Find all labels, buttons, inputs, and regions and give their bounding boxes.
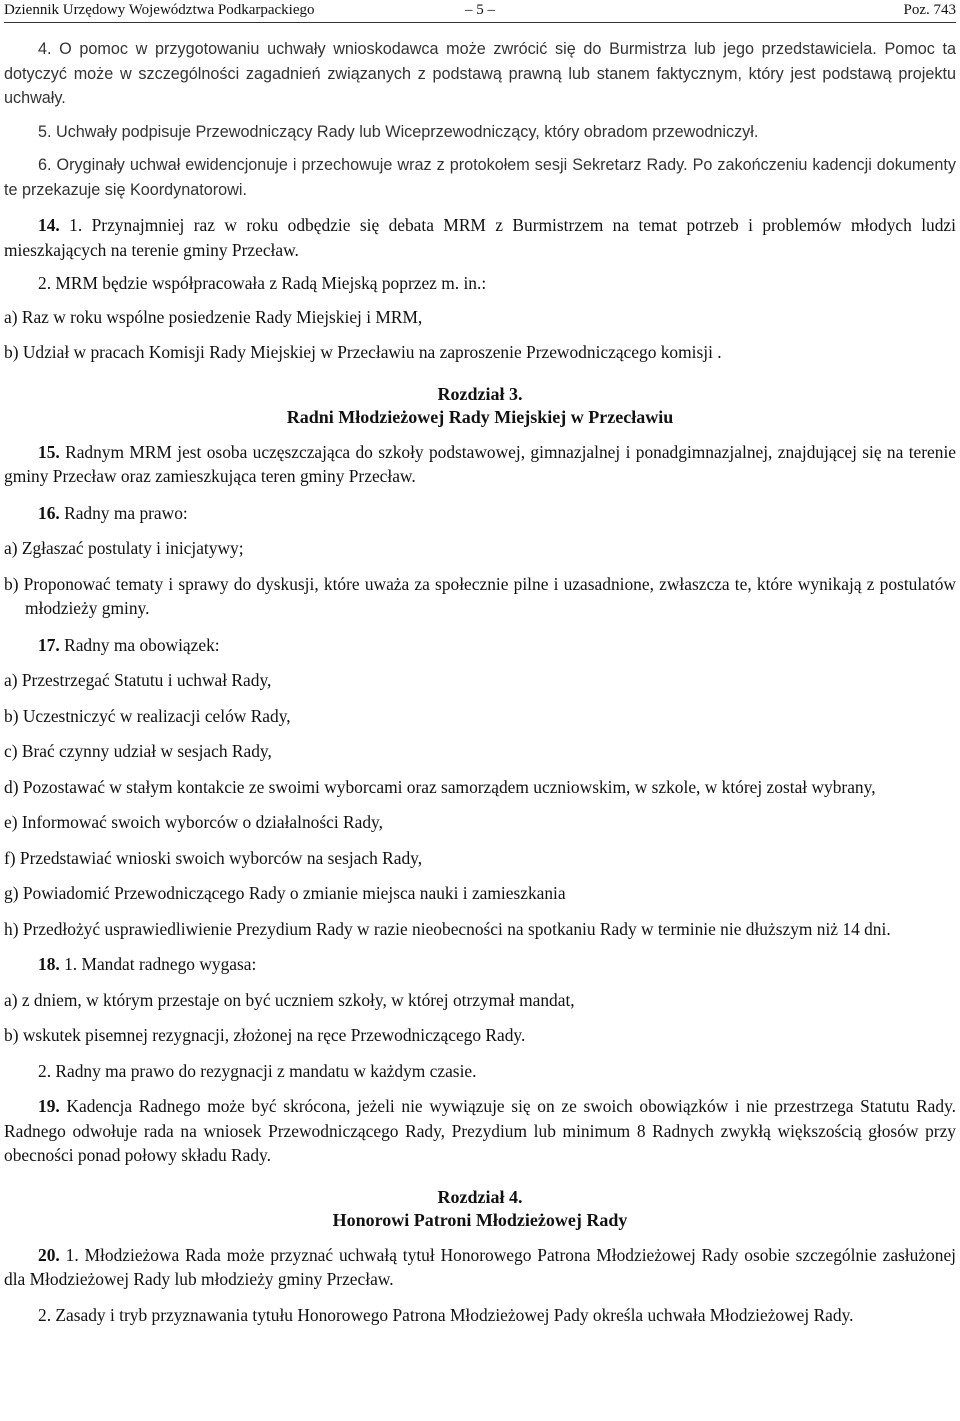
list-item: c) Brać czynny udział w sesjach Rady, bbox=[4, 741, 272, 761]
paragraph-text: 1. Przynajmniej raz w roku odbędzie się debata MRM z Burmistrzem na temat potrzeb i problemów młodych ludzi mieszkających na terenie gminy Przecław. bbox=[4, 215, 956, 260]
section-18 bbox=[4, 952, 956, 1083]
section-number: 14. bbox=[38, 215, 60, 235]
paragraph-14-1 bbox=[4, 213, 956, 262]
list-item: b) Udział w pracach Komisji Rady Miejskiej w Przecławiu na zaproszenie Przewodniczącego komisji . bbox=[4, 342, 722, 362]
list-item: a) Przestrzegać Statutu i uchwał Rady, bbox=[4, 670, 272, 690]
section-number: 15. bbox=[38, 441, 60, 462]
paragraph-13-4: 4. O pomoc w przygotowaniu uchwały wnioskodawca może zwrócić się do Burmistrza lub jego przedstawiciela. Pomoc ta dotyczyć może w szczególności zagadnień związanych z podstawą prawną lub stanem faktycznym, który jest podstawą projektu uchwały. bbox=[4, 40, 956, 107]
paragraph-13-6: 6. Oryginały uchwał ewidencjonuje i przechowuje wraz z protokołem sesji Sekretarz Rady. Po zakończeniu kadencji dokumenty te przekazuje się Koordynatorowi. bbox=[4, 156, 956, 199]
section-20 bbox=[4, 1243, 956, 1328]
paragraph-text: Radny ma obowiązek: bbox=[59, 634, 220, 655]
list-item: b) wskutek pisemnej rezygnacji, złożonej na ręce Przewodniczącego Rady. bbox=[4, 1025, 526, 1045]
paragraph-20-1 bbox=[4, 1243, 956, 1292]
paragraph-text: 1. Młodzieżowa Rada może przyznać uchwałą tytuł Honorowego Patrona Młodzieżowej Rady osobie szczególnie zasłużonej dla Młodzieżowej Rady lub młodzieży gminy Przecław. bbox=[4, 1244, 956, 1289]
chapter-4-heading bbox=[4, 1186, 956, 1232]
list-item: h) Przedłożyć usprawiedliwienie Prezydium Rady w razie nieobecności na spotkaniu Rady w terminie nie dłuższym niż 14 dni. bbox=[4, 918, 891, 939]
paragraph-text: 1. Mandat radnego wygasa: bbox=[59, 954, 257, 974]
paragraph-20-2: 2. Zasady i tryb przyznawania tytułu Honorowego Patrona Młodzieżowej Pady określa uchwała Młodzieżowej Rady. bbox=[38, 1304, 854, 1325]
paragraph-13-5: 5. Uchwały podpisuje Przewodniczący Rady lub Wiceprzewodniczący, który obradom przewodniczył. bbox=[38, 122, 759, 141]
section-number: 18. bbox=[38, 954, 60, 974]
paragraph-text: Radny ma prawo: bbox=[59, 502, 188, 523]
section-number: 19. bbox=[38, 1096, 60, 1116]
paragraph-16 bbox=[4, 501, 956, 526]
paragraph-17 bbox=[4, 633, 956, 658]
list-item: a) Raz w roku wspólne posiedzenie Rady Miejskiej i MRM, bbox=[4, 306, 423, 327]
list-item: a) Zgłaszać postulaty i inicjatywy; bbox=[4, 538, 244, 558]
paragraph-18-2: 2. Radny ma prawo do rezygnacji z mandatu w każdym czasie. bbox=[38, 1060, 477, 1081]
section-number: 17. bbox=[38, 634, 60, 655]
chapter-number: Rozdział 4. bbox=[437, 1186, 523, 1207]
journal-title: Dziennik Urzędowy Województwa Podkarpackiego bbox=[4, 2, 315, 18]
section-15 bbox=[4, 440, 956, 489]
chapter-number: Rozdział 3. bbox=[437, 383, 523, 404]
list-item: g) Powiadomić Przewodniczącego Rady o zmianie miejsca nauki i zamieszkania bbox=[4, 883, 566, 903]
section-14 bbox=[4, 213, 956, 365]
paragraph-15 bbox=[4, 440, 956, 489]
section-19 bbox=[4, 1094, 956, 1168]
paragraph-14-2: 2. MRM będzie współpracowała z Radą Miejską poprzez m. in.: bbox=[38, 273, 487, 293]
paragraph-19 bbox=[4, 1094, 956, 1168]
section-17 bbox=[4, 633, 956, 942]
page-number: – 5 – bbox=[465, 2, 495, 18]
list-item: b) Proponować tematy i sprawy do dyskusji, które uważa za społecznie pilne i uzasadnione, zwłaszcza te, które wynikają z postulatów młodzieży gminy. bbox=[4, 573, 956, 618]
paragraph-text: Radnym MRM jest osoba uczęszczająca do szkoły podstawowej, gimnazjalnej i ponadgimnazjalnej, znajdującej się na terenie gminy Przecław oraz zamieszkująca teren gminy Przecław. bbox=[4, 441, 956, 486]
chapter-3-heading bbox=[4, 383, 956, 429]
section-number: 16. bbox=[38, 502, 60, 523]
list-item: f) Przedstawiać wnioski swoich wyborców na sesjach Rady, bbox=[4, 847, 423, 868]
chapter-title: Radni Młodzieżowej Rady Miejskiej w Przecławiu bbox=[286, 406, 674, 427]
list-item: d) Pozostawać w stałym kontakcie ze swoimi wyborcami oraz samorządem uczniowskim, w szkole, w której został wybrany, bbox=[4, 776, 876, 797]
position-number: Poz. 743 bbox=[903, 2, 956, 18]
section-number: 20. bbox=[38, 1244, 60, 1265]
page-header bbox=[4, 0, 956, 23]
list-item: e) Informować swoich wyborców o działalności Rady, bbox=[4, 812, 383, 832]
paragraph-text: Kadencja Radnego może być skrócona, jeżeli nie wywiązuje się on ze swoich obowiązków i nie przestrzega Statutu Rady. Radnego odwołuje rada na wniosek Przewodniczącego Rady, Prezydium lub minimum 8 Radnych zwykłą większością głosów przy obecności ponad połowy składu Rady. bbox=[4, 1096, 956, 1165]
section-16 bbox=[4, 501, 956, 621]
section-13-continuation bbox=[4, 37, 956, 202]
list-item: a) z dniem, w którym przestaje on być uczniem szkoły, w której otrzymał mandat, bbox=[4, 989, 575, 1010]
paragraph-18-1 bbox=[4, 952, 956, 977]
list-item: b) Uczestniczyć w realizacji celów Rady, bbox=[4, 705, 291, 726]
chapter-title: Honorowi Patroni Młodzieżowej Rady bbox=[332, 1209, 628, 1230]
